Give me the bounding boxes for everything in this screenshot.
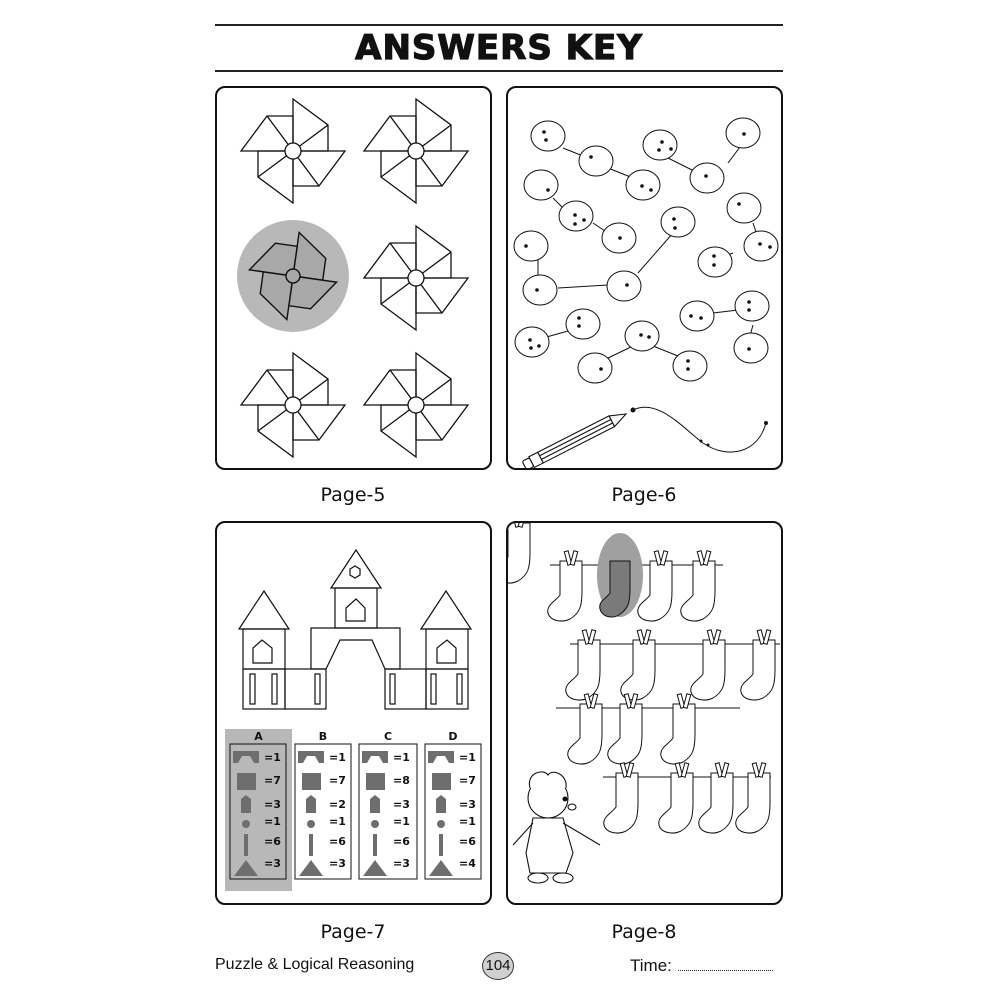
- pinwheels-illustration: [217, 88, 492, 470]
- caption-page-8: Page-8: [611, 921, 677, 943]
- time-field: [630, 956, 773, 976]
- page-number-badge: 104: [482, 952, 514, 980]
- answer-panel-page-5: [215, 86, 492, 470]
- answer-panel-page-6: [506, 86, 783, 470]
- caption-page-7: Page-7: [320, 921, 386, 943]
- book-title: Puzzle & Logical Reasoning: [215, 956, 415, 973]
- option-d: D: [448, 730, 458, 743]
- answer-panel-page-8: [506, 521, 783, 905]
- header-top-rule: [215, 24, 783, 26]
- header-bottom-rule: [215, 70, 783, 72]
- castle-illustration: [217, 523, 492, 905]
- option-a: A: [254, 730, 263, 743]
- child-figure: [513, 772, 600, 883]
- page-title: ANSWERS KEY: [355, 28, 643, 68]
- time-blank-line: [678, 970, 773, 971]
- time-label: Time:: [630, 956, 672, 975]
- caption-page-6: Page-6: [611, 484, 677, 506]
- socks-illustration: [508, 523, 783, 905]
- option-c: C: [383, 730, 393, 743]
- dot-circles-illustration: [508, 88, 783, 470]
- option-b: B: [318, 730, 328, 743]
- caption-page-5: Page-5: [320, 484, 386, 506]
- answer-panel-page-7: A B C D =1 =7 =3 =1 =6 =3 =1 =7 =2 =1 =6 =3 =1 =8 =3 =1 =6 =3 =1 =7 =3 =1 =6 =4: [215, 521, 492, 905]
- pencil-icon: [522, 407, 768, 470]
